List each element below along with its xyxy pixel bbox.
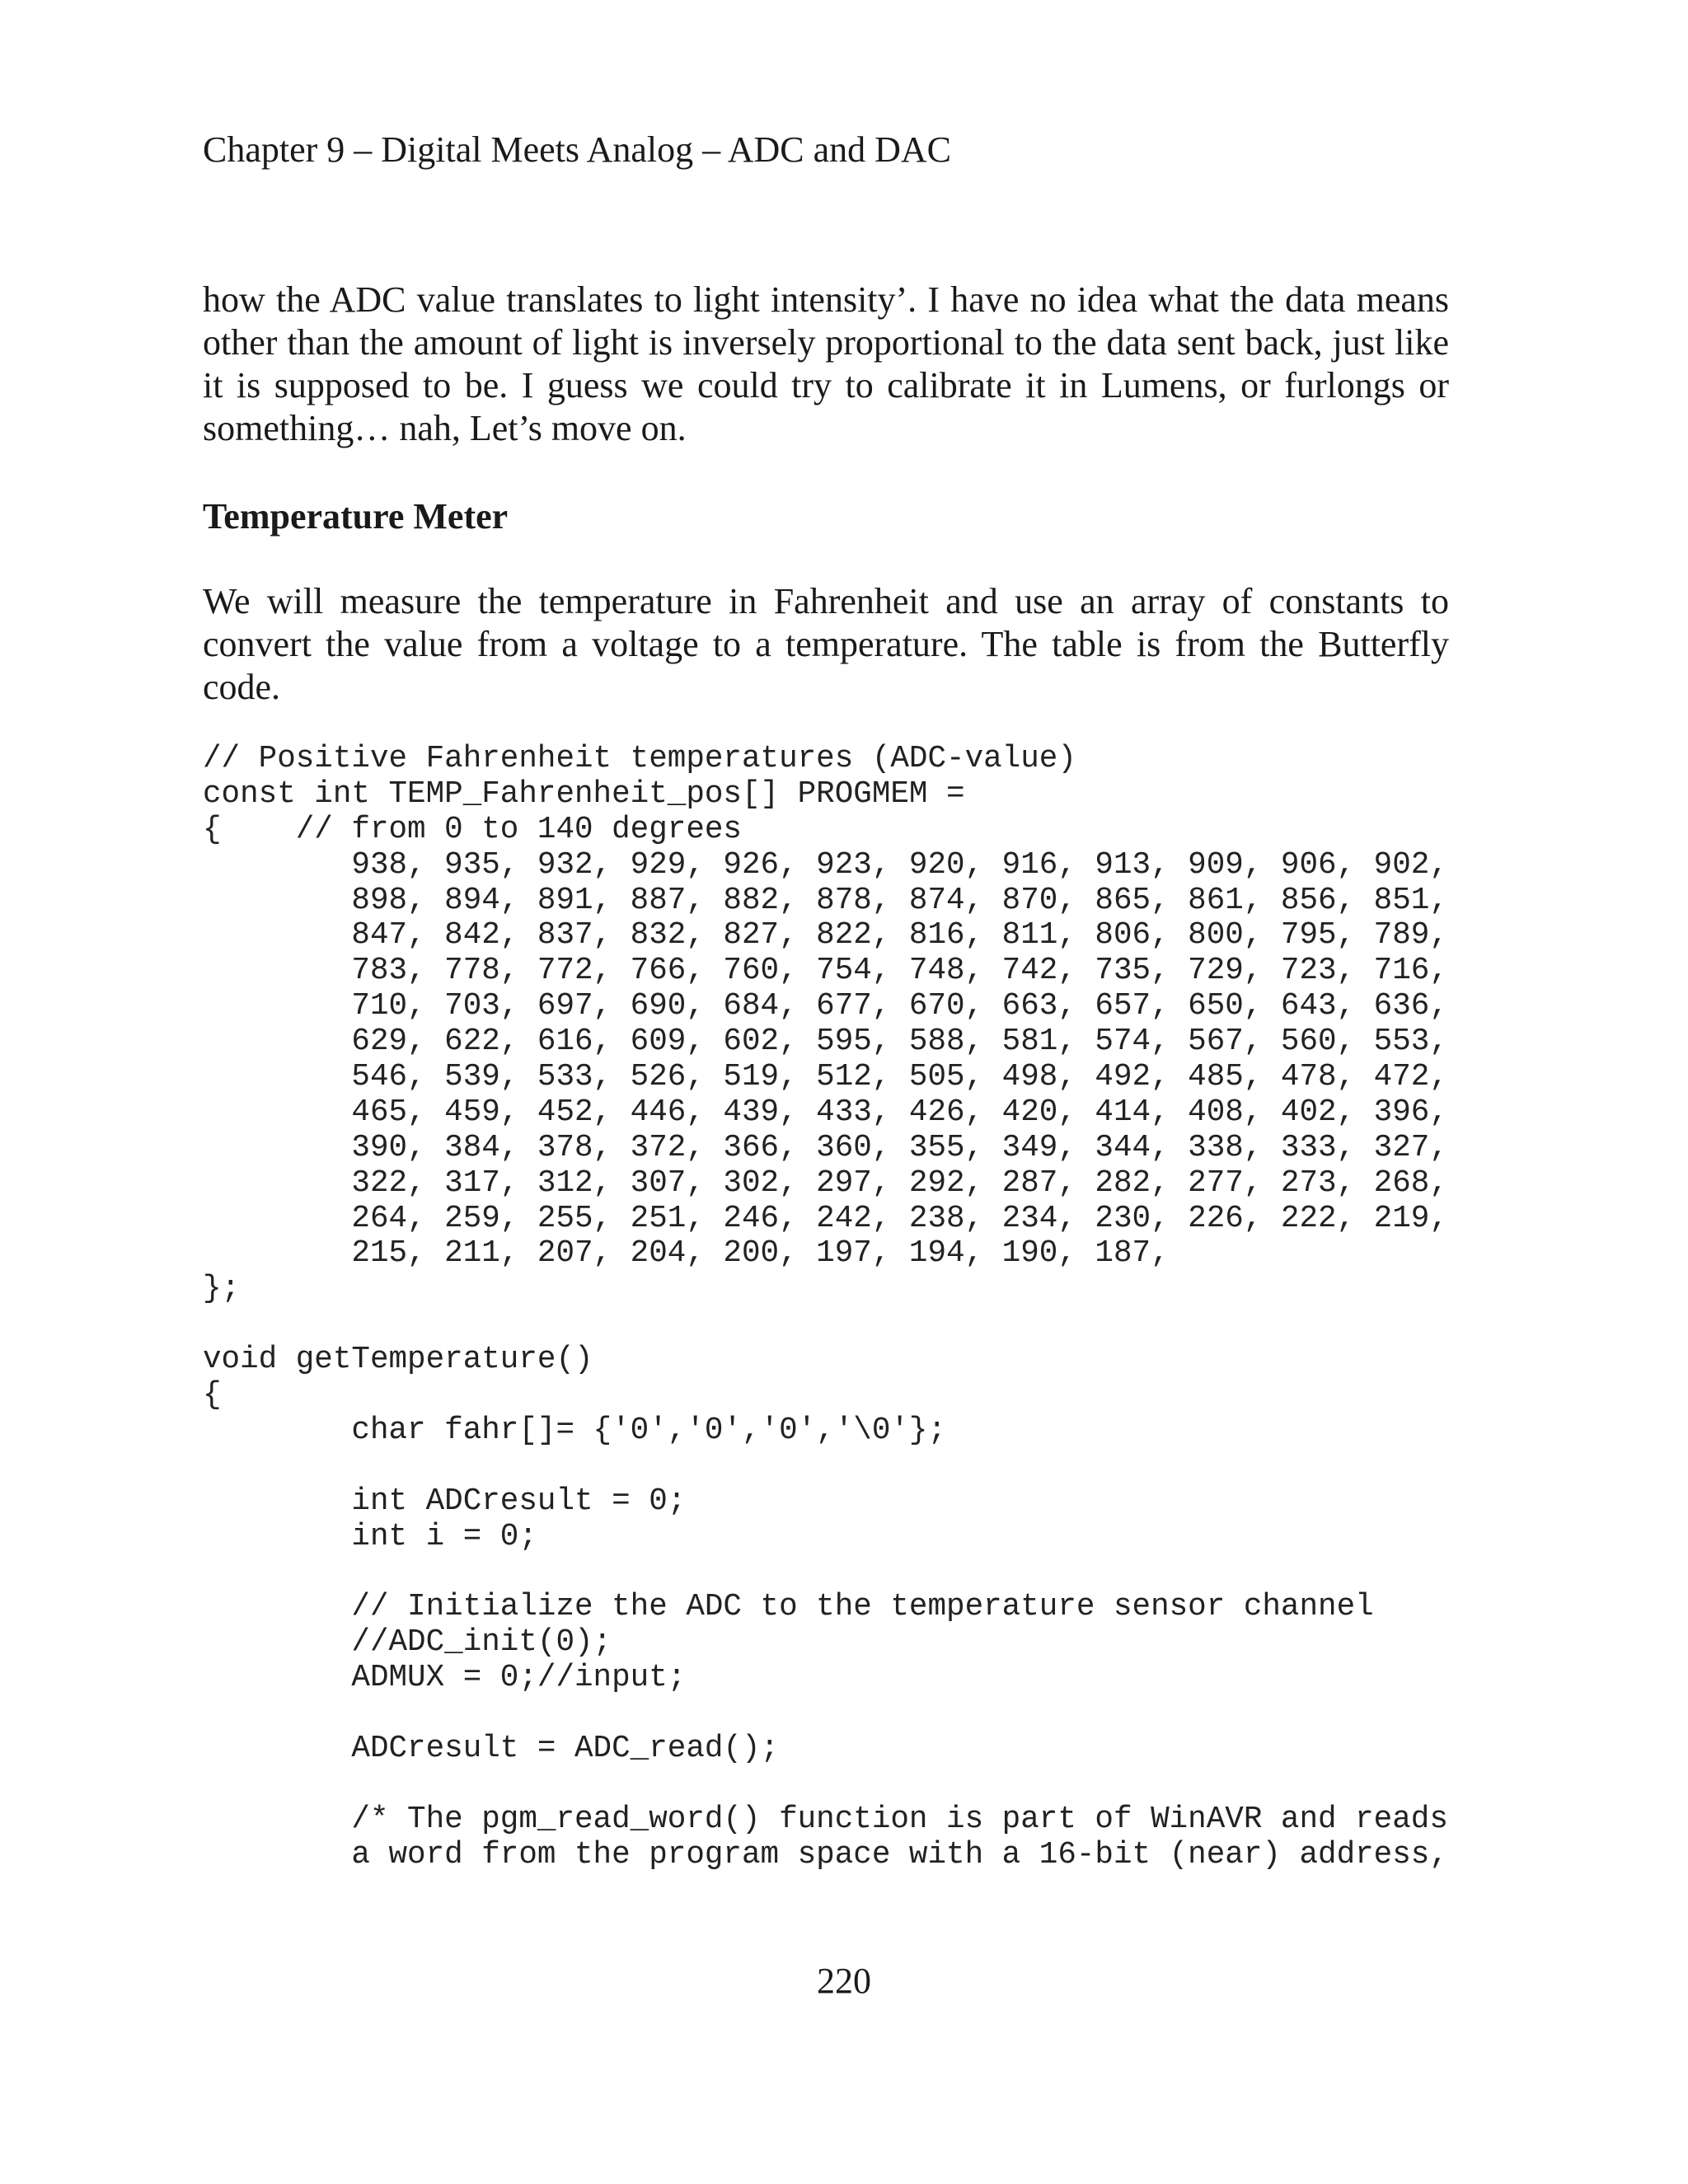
code-line bbox=[203, 1307, 1670, 1343]
code-line: void getTemperature() bbox=[203, 1343, 593, 1378]
code-line: 390, 384, 378, 372, 366, 360, 355, 349, 344, 338, 333, 327, bbox=[203, 1130, 1448, 1165]
code-line: 710, 703, 697, 690, 684, 677, 670, 663, 657, 650, 643, 636, bbox=[203, 989, 1448, 1024]
code-line: const int TEMP_Fahrenheit_pos[] PROGMEM = bbox=[203, 776, 965, 812]
code-line: int i = 0; bbox=[203, 1519, 537, 1554]
code-line: }; bbox=[203, 1272, 241, 1307]
code-line: ADCresult = ADC_read(); bbox=[203, 1731, 780, 1766]
page-number: 220 bbox=[817, 1961, 871, 2001]
code-line bbox=[203, 1696, 1670, 1732]
code-line: 629, 622, 616, 609, 602, 595, 588, 581, 574, 567, 560, 553, bbox=[203, 1024, 1448, 1060]
code-line: 546, 539, 533, 526, 519, 512, 505, 498, 492, 485, 478, 472, bbox=[203, 1060, 1448, 1095]
code-line: 847, 842, 837, 832, 827, 822, 816, 811, 806, 800, 795, 789, bbox=[203, 918, 1448, 954]
code-line: // Initialize the ADC to the temperature sensor channel bbox=[203, 1590, 1374, 1625]
code-line: { bbox=[203, 1378, 222, 1413]
code-line: 783, 778, 772, 766, 760, 754, 748, 742, 735, 729, 723, 716, bbox=[203, 954, 1448, 989]
section-heading: Temperature Meter bbox=[203, 496, 509, 537]
code-line: /* The pgm_read_word() function is part of WinAVR and reads bbox=[203, 1802, 1448, 1837]
code-line: //ADC_init(0); bbox=[203, 1625, 612, 1661]
code-line: a word from the program space with a 16-bit (near) address, bbox=[203, 1837, 1448, 1872]
code-line bbox=[203, 1449, 1670, 1484]
code-line: ADMUX = 0;//input; bbox=[203, 1661, 687, 1696]
code-line bbox=[203, 1554, 1670, 1590]
code-listing bbox=[203, 742, 1670, 1873]
code-line: 898, 894, 891, 887, 882, 878, 874, 870, 865, 861, 856, 851, bbox=[203, 883, 1448, 918]
code-line: 322, 317, 312, 307, 302, 297, 292, 287, 282, 277, 273, 268, bbox=[203, 1165, 1448, 1201]
section-paragraph: We will measure the temperature in Fahrenheit and use an array of constants to convert the value from a voltage to a temperature. The table is from the Butterfly code. bbox=[203, 581, 1449, 707]
code-line bbox=[203, 1767, 1670, 1802]
chapter-header: Chapter 9 – Digital Meets Analog – ADC and DAC bbox=[203, 129, 952, 170]
code-line: int ADCresult = 0; bbox=[203, 1483, 687, 1519]
code-line: 215, 211, 207, 204, 200, 197, 194, 190, 187, bbox=[203, 1236, 1170, 1272]
code-line: 938, 935, 932, 929, 926, 923, 920, 916, 913, 909, 906, 902, bbox=[203, 847, 1448, 883]
code-line: 264, 259, 255, 251, 246, 242, 238, 234, 230, 226, 222, 219, bbox=[203, 1201, 1448, 1236]
code-line: // Positive Fahrenheit temperatures (ADC-value) bbox=[203, 742, 1076, 776]
intro-paragraph: how the ADC value translates to light intensity’. I have no idea what the data means other than the amount of light is inversely proportional to the data sent back, just like it is supposed to be. I guess we could try to calibrate it in Lumens, or furlongs or something… nah, Let’s move on. bbox=[203, 279, 1449, 448]
code-line: { // from 0 to 140 degrees bbox=[203, 812, 742, 847]
code-line: 465, 459, 452, 446, 439, 433, 426, 420, 414, 408, 402, 396, bbox=[203, 1094, 1448, 1130]
code-line: char fahr[]= {'0','0','0','\0'}; bbox=[203, 1413, 947, 1448]
